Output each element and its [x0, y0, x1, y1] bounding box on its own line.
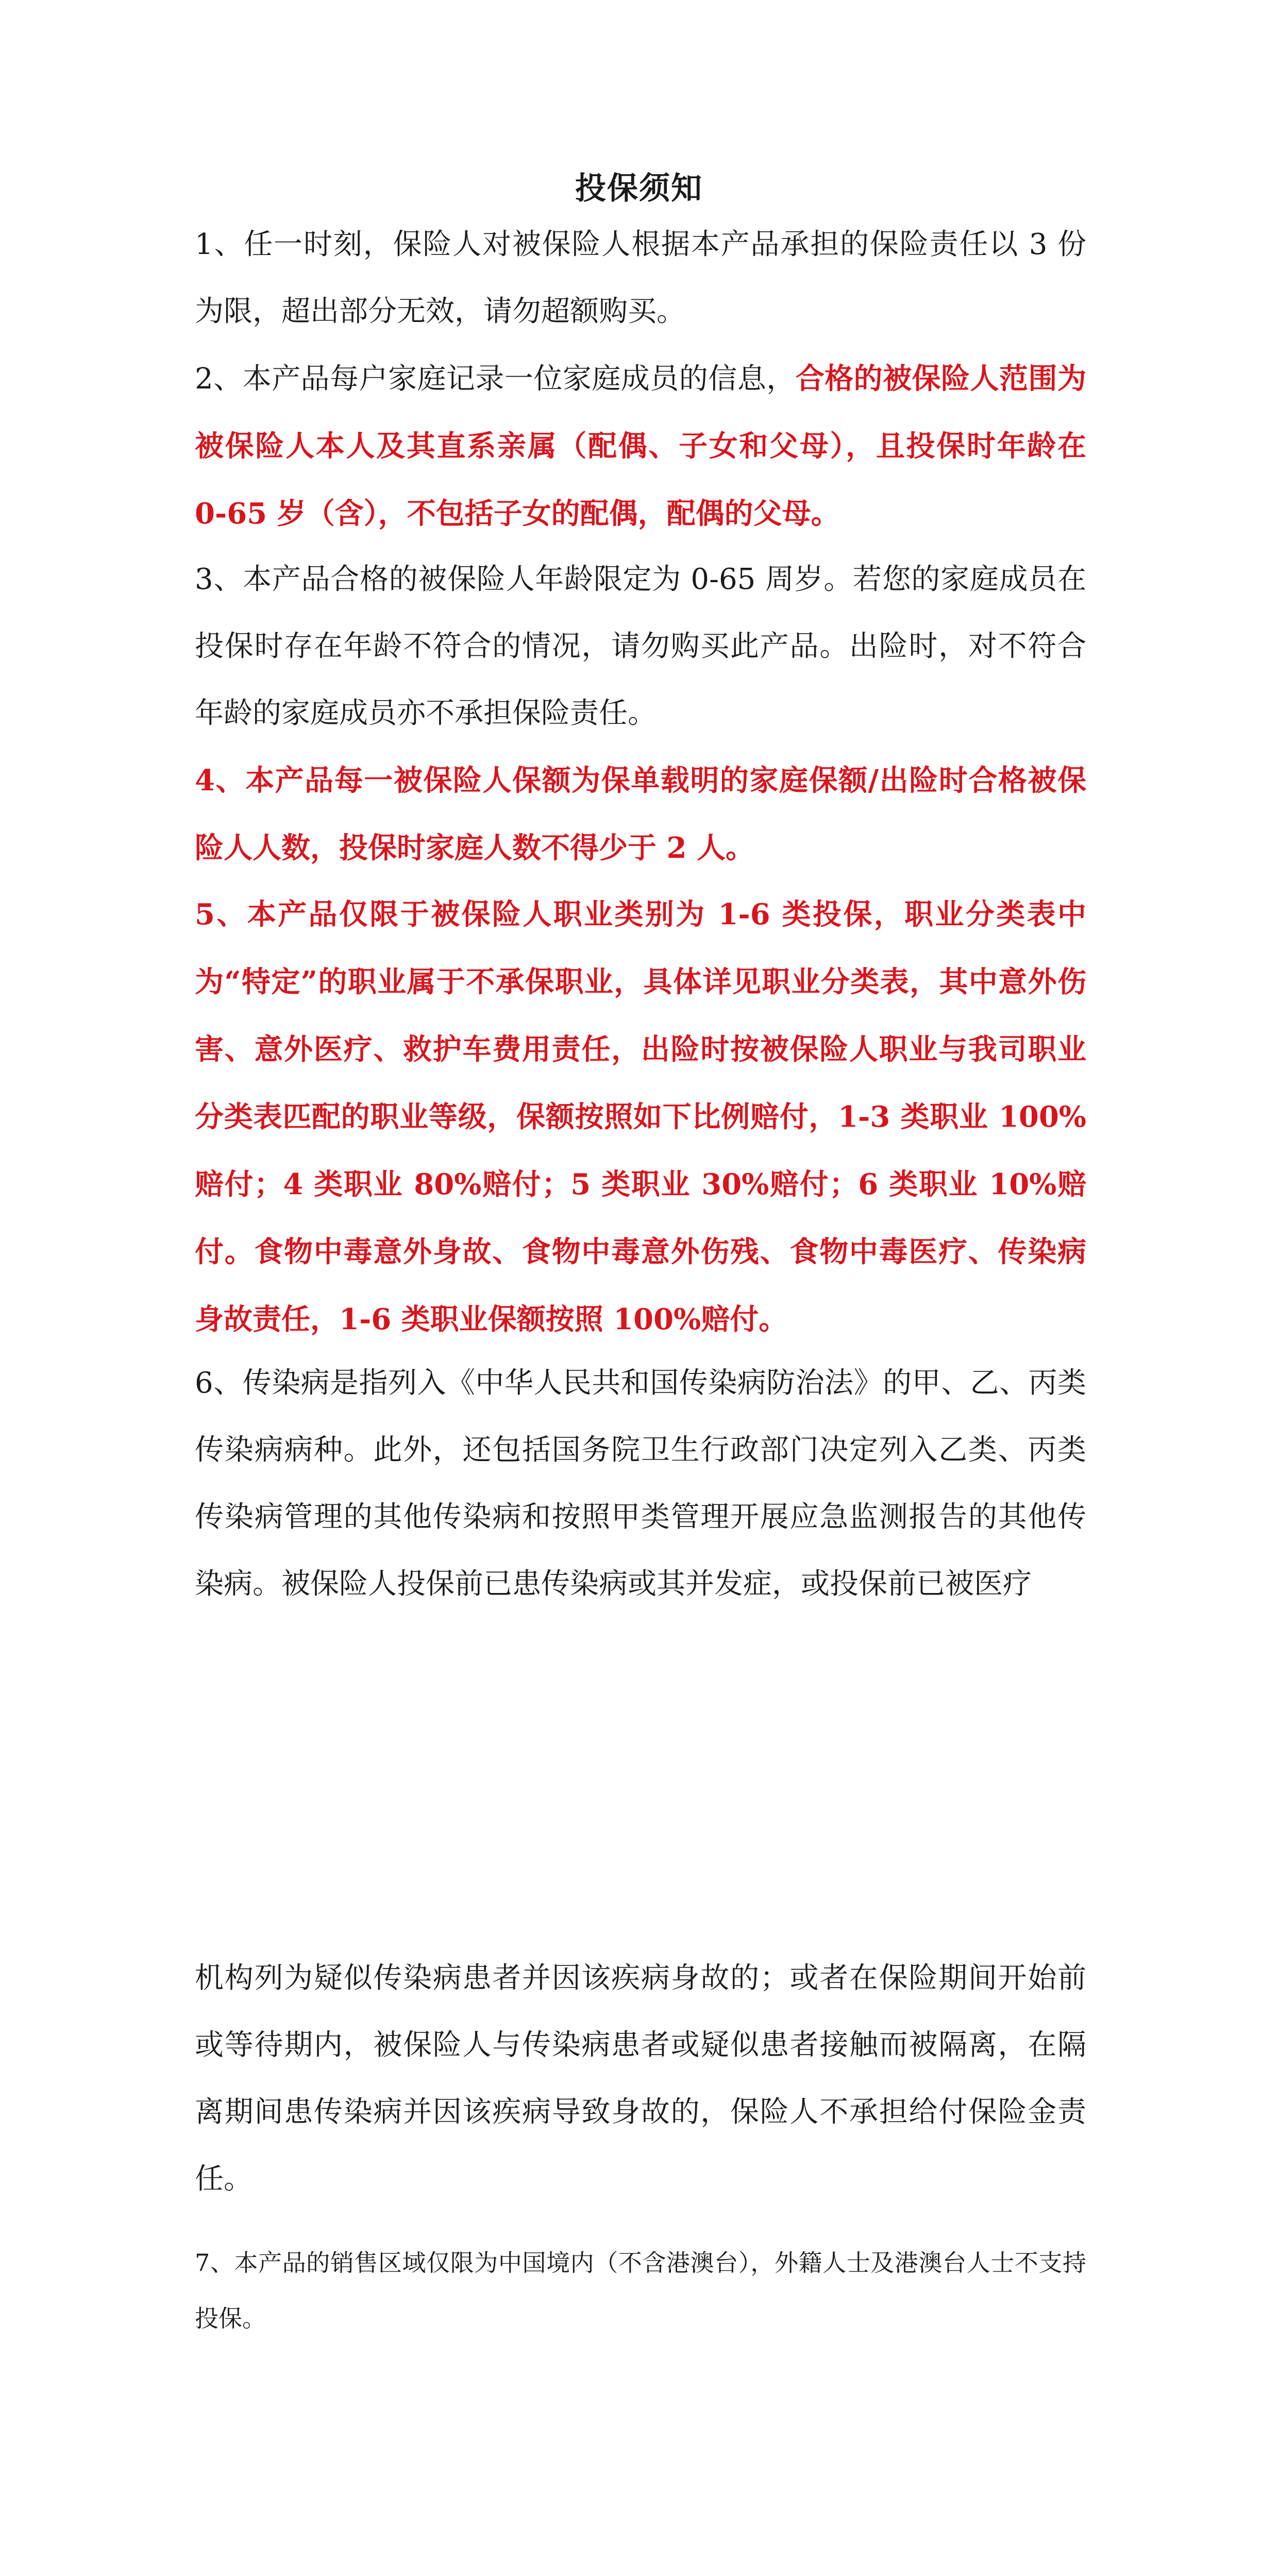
- notice-item-3: [195, 546, 1086, 747]
- notice-item-6-continuation-text: 机构列为疑似传染病患者并因该疾病身故的；或者在保险期间开始前或等待期内，被保险人与传染病患者或疑似患者接触而被隔离，在隔离期间患传染病并因该疾病导致身故的，保险人不承担给付保险金责任。: [195, 1961, 1086, 2196]
- notice-item-2-highlight: 合格的被保险人范围为被保险人本人及其直系亲属（配偶、子女和父母），且投保时年龄在 0-65 岁（含），不包括子女的配偶，配偶的父母。: [195, 362, 1086, 531]
- notice-item-6-text: 6、传染病是指列入《中华人民共和国传染病防治法》的甲、乙、丙类传染病病种。此外，还包括国务院卫生行政部门决定列入乙类、丙类传染病管理的其他传染病和按照甲类管理开展应急监测报告的其他传染病。被保险人投保前已患传染病或其并发症，或投保前已被医疗: [195, 1366, 1086, 1601]
- notice-item-1: [195, 211, 1086, 345]
- notice-item-2-text: 2、本产品每户家庭记录一位家庭成员的信息，: [195, 362, 796, 396]
- notice-item-1-text: 1、任一时刻，保险人对被保险人根据本产品承担的保险责任以 3 份为限，超出部分无效，请勿超额购买。: [195, 228, 1086, 328]
- notice-item-5-highlight: 5、本产品仅限于被保险人职业类别为 1-6 类投保，职业分类表中为“特定”的职业属于不承保职业，具体详见职业分类表，其中意外伤害、意外医疗、救护车费用责任，出险时按被保险人职业与我司职业分类表匹配的职业等级，保额按照如下比例赔付，1-3 类职业 100%赔付；4 类职业 80%赔付；5 类职业 30%赔付；6 类职业 10%赔付。食物中毒意外身故、食物中毒意外伤残、食物中毒医疗、传染病身故责任，1-6 类职业保额按照 100%赔付。: [195, 897, 1086, 1336]
- page-title: 投保须知: [575, 171, 703, 207]
- notice-item-2: [195, 345, 1086, 548]
- notice-item-5: [195, 881, 1086, 1353]
- notice-item-7: [195, 2235, 1086, 2346]
- notice-item-7-text: 7、本产品的销售区域仅限为中国境内（不含港澳台），外籍人士及港澳台人士不支持投保。: [195, 2249, 1086, 2332]
- notice-item-6: [195, 1350, 1086, 1618]
- notice-item-6-continuation: [195, 1945, 1086, 2213]
- notice-item-4-highlight: 4、本产品每一被保险人保额为保单载明的家庭保额/出险时合格被保险人人数，投保时家庭人数不得少于 2 人。: [195, 764, 1086, 865]
- notice-item-3-text: 3、本产品合格的被保险人年龄限定为 0-65 周岁。若您的家庭成员在投保时存在年龄不符合的情况，请勿购买此产品。出险时，对不符合年龄的家庭成员亦不承担保险责任。: [195, 563, 1086, 730]
- notice-item-4: [195, 747, 1086, 882]
